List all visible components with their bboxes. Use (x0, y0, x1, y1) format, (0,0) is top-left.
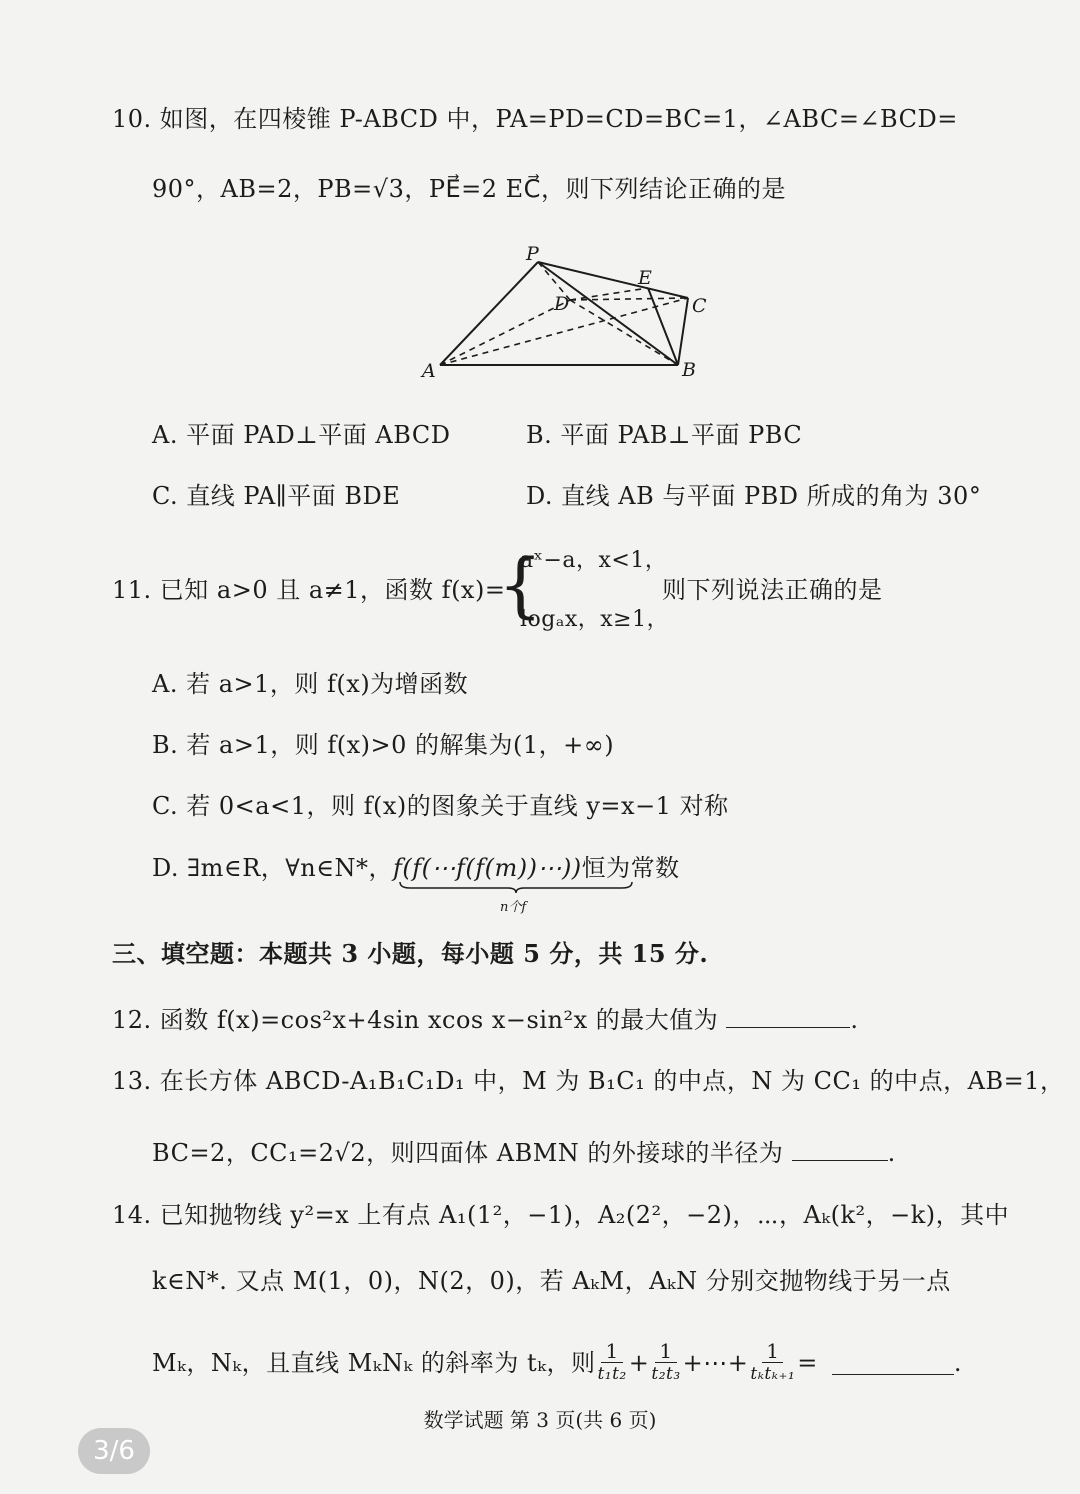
label-B: B (682, 359, 696, 381)
q12-end: . (850, 1006, 859, 1034)
q10-option-b: B. 平面 PAB⊥平面 PBC (526, 421, 803, 449)
underbrace-label: n个f (500, 900, 527, 915)
page-footer: 数学试题 第 3 页(共 6 页) (423, 1408, 657, 1432)
label-P: P (526, 243, 539, 265)
edge-PA (440, 262, 538, 365)
q10-option-a: A. 平面 PAD⊥平面 ABCD (152, 421, 451, 449)
plus-sign: + (628, 1348, 650, 1377)
q14-line1: 14. 已知抛物线 y²=x 上有点 A₁(1²，−1)，A₂(2²，−2)，⋯，Aₖ(k²，−k)，其中 (112, 1201, 1010, 1229)
q13-line2 (152, 1136, 896, 1168)
underbrace (398, 880, 634, 894)
q11-option-b: B. 若 a>1，则 f(x)>0 的解集为(1，+∞) (152, 731, 615, 759)
q14-line2: k∈N*. 又点 M(1，0)，N(2，0)，若 AₖM，AₖN 分别交抛物线于另一点 (152, 1267, 951, 1295)
q13-answer-blank[interactable] (792, 1136, 888, 1161)
q11-option-d (152, 853, 680, 883)
equals-sign: = (797, 1348, 818, 1377)
fraction-3-num: 1 (762, 1340, 783, 1363)
fraction-1 (597, 1340, 626, 1385)
label-A: A (422, 360, 436, 382)
q14-end: . (953, 1348, 962, 1377)
q11-case1: aˣ−a，x<1， (520, 548, 668, 573)
q12-answer-blank[interactable] (726, 1003, 850, 1028)
q11-option-d-prefix: D. ∃m∈R，∀n∈N*， (152, 854, 393, 882)
edge-AD-hidden (440, 300, 570, 365)
q13-stem: BC=2，CC₁=2√2，则四面体 ABMN 的外接球的半径为 (152, 1139, 784, 1167)
label-D: D (554, 293, 570, 315)
ellipsis-plus: +⋯+ (682, 1348, 749, 1377)
fraction-2 (651, 1340, 680, 1385)
q10-option-d: D. 直线 AB 与平面 PBD 所成的角为 30° (526, 482, 982, 510)
fraction-1-num: 1 (601, 1340, 622, 1363)
q14-answer-blank[interactable] (832, 1350, 954, 1375)
q10-option-c: C. 直线 PA∥平面 BDE (152, 482, 401, 510)
fraction-3 (750, 1340, 795, 1385)
q11-option-c: C. 若 0<a<1，则 f(x)的图象关于直线 y=x−1 对称 (152, 792, 729, 820)
q12-text (112, 1003, 859, 1035)
section-heading: 三、填空题：本题共 3 小题，每小题 5 分，共 15 分. (112, 939, 709, 968)
q11-suffix: 则下列说法正确的是 (662, 576, 883, 604)
q14-line3 (152, 1340, 962, 1385)
edge-DB-hidden (570, 300, 678, 365)
label-C: C (692, 295, 707, 317)
q13-line1: 13. 在长方体 ABCD-A₁B₁C₁D₁ 中，M 为 B₁C₁ 的中点，N 为 CC₁ 的中点，AB=1， (112, 1067, 1065, 1095)
fraction-2-num: 1 (655, 1340, 676, 1363)
q11-prefix: 11. 已知 a>0 且 a≠1，函数 f(x)= (112, 576, 506, 604)
q10-line2: 90°，AB=2，PB=√3，PE⃗=2 EC⃗，则下列结论正确的是 (152, 175, 786, 203)
q12-stem: 12. 函数 f(x)=cos²x+4sin xcos x−sin²x 的最大值为 (112, 1006, 719, 1034)
edge-CB (678, 298, 688, 365)
q11-option-d-expr: f(f(⋯f(f(m))⋯)) (392, 854, 582, 882)
page-indicator[interactable]: 3/6 (78, 1428, 150, 1474)
q14-line3-prefix: Mₖ，Nₖ，且直线 MₖNₖ 的斜率为 tₖ，则 (152, 1348, 596, 1377)
pyramid-figure (410, 240, 730, 390)
q11-option-a: A. 若 a>1，则 f(x)为增函数 (152, 670, 469, 698)
piecewise-brace: { (498, 544, 543, 626)
q13-end: . (887, 1139, 896, 1167)
label-E: E (638, 267, 652, 289)
fraction-2-den: t₂t₃ (651, 1364, 681, 1384)
q11-option-d-suffix: 恒为常数 (581, 854, 680, 882)
q10-line1: 10. 如图，在四棱锥 P-ABCD 中，PA=PD=CD=BC=1，∠ABC=∠BCD= (112, 105, 958, 133)
fraction-1-den: t₁t₂ (597, 1364, 627, 1384)
fraction-3-den: tₖtₖ₊₁ (750, 1364, 796, 1384)
q11-case2: logₐx，x≥1， (520, 607, 670, 632)
